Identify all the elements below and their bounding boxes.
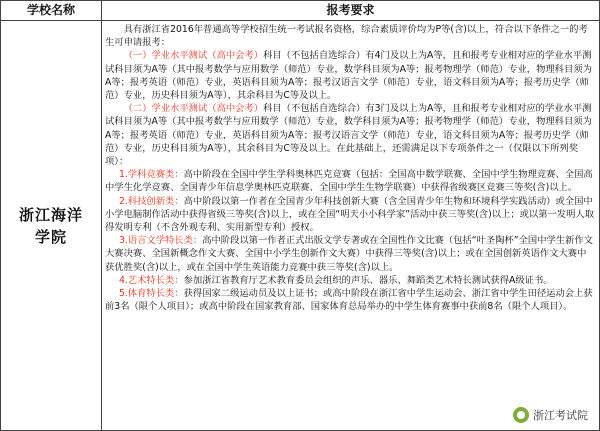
requirements-cell — [105, 23, 595, 429]
watermark — [510, 406, 591, 424]
wechat-icon — [513, 407, 529, 423]
condition-2 — [105, 102, 595, 168]
item-academic-label: 1.学科竞赛类： — [118, 169, 184, 181]
item-art-text: 参加浙江省教育厅艺术教育委员会组织的声乐、器乐、舞蹈类艺术特长测试获得A级证书。 — [183, 274, 553, 286]
condition-2-label: （二）学业水平测试（高中会考） — [123, 103, 264, 115]
item-art — [105, 274, 595, 287]
school-cell — [1, 21, 102, 430]
item-science-text: 高中阶段以第一作者在全国青少年科技创新大赛（含全国青少年生物和环境科学实践活动）或全国中小学电脑制作活动中获得省级三等奖(含)以上，或在全国“明天小小科学家”活动中获三等奖(含)以上；或以第一发明人取得发明专利（不含外观专利、实用新型专利）授权。 — [105, 195, 594, 234]
item-science-label: 2.科技创新类： — [118, 195, 184, 207]
item-sports-label: 5.体育特长类： — [118, 288, 184, 300]
header-school-name: 学校名称 — [1, 1, 102, 20]
item-art-label: 4.艺术特长类： — [118, 274, 184, 286]
condition-1 — [105, 49, 595, 102]
item-science — [105, 195, 595, 235]
item-academic-text: 高中阶段在全国中学生学科奥林匹克竞赛（包括：全国高中数学联赛、全国中学生物理竞赛、全国高中学生化学竞赛、全国青少年信息学奥林匹克联赛、全国中学生生物学联赛）中获得省级赛区竞赛三等奖(含)以上。 — [105, 169, 593, 194]
intro-paragraph: 具有浙江省2016年普通高等学校招生统一考试报名资格，综合素质评价均为P等(含)以上，符合以下条件之一的考生可申请报考： — [105, 24, 588, 49]
item-sports-text: 获得国家二级运动员及以上证书；或高中阶段在浙江省中学生运动会、浙江省中学生田径运动会上获前3名（限个人项目）；或高中阶段在国家教育部、国家体育总局举办的中学生体育赛事中获前8名（限个人项目）。 — [105, 288, 593, 313]
school-name: 浙江海洋学院 — [18, 205, 83, 246]
condition-1-label: （一）学业水平测试（高中会考） — [123, 50, 264, 62]
condition-1-text: 科目（不包括自选综合）有4门及以上为A等，且和报考专业相对应的学业水平测试科目须为A等（其中报考数学与应用数学（师范）专业，数学科目须为A等；报考物理学（师范）专业，物理科目须为A等；报考英语（师范）专业，英语科目须为A等；报考汉语言文学（师范）专业，语文科目须为A等；报考历史学（师范）专业，历史科目须为A等），其余科目为C等及以上。 — [105, 50, 592, 102]
item-literature-text: 高中阶段以第一作者正式出版文学专著或在全国性作文比赛（包括“叶圣陶杯”全国中学生新作文大赛决赛、全国新概念作文大赛、全国中小学生创新作文大赛）中获得三等奖(含)以上；或在全国创新英语作文大赛中获优胜奖(含)以上，或在全国中学生英语能力竞赛中获三等奖(含)以上。 — [105, 235, 593, 273]
item-literature — [105, 234, 595, 274]
item-academic — [105, 168, 595, 194]
watermark-text: 浙江考试院 — [533, 409, 588, 422]
item-sports — [105, 287, 595, 313]
item-literature-label: 3.语言文学特长类： — [118, 235, 203, 247]
condition-2-text: 科目（不包括自选综合）有3门及以上为A等，且和报考专业相对应的学业水平测试科目须为A等（其中报考数学与应用数学（师范）专业，数学科目须为A等；报考物理学（师范）专业，物理科目须为A等；报考英语（师范）专业，英语科目须为A等；报考汉语言文学（师范）专业，语文科目须为A等；报考历史学（师范）专业，历史科目须为A等），其余科目为C等及以上。在此基础上，还需满足以下专项条件之一（仅限以下所列奖项）： — [105, 103, 592, 168]
table-header-row — [1, 1, 599, 21]
header-requirements: 报考要求 — [326, 3, 375, 17]
